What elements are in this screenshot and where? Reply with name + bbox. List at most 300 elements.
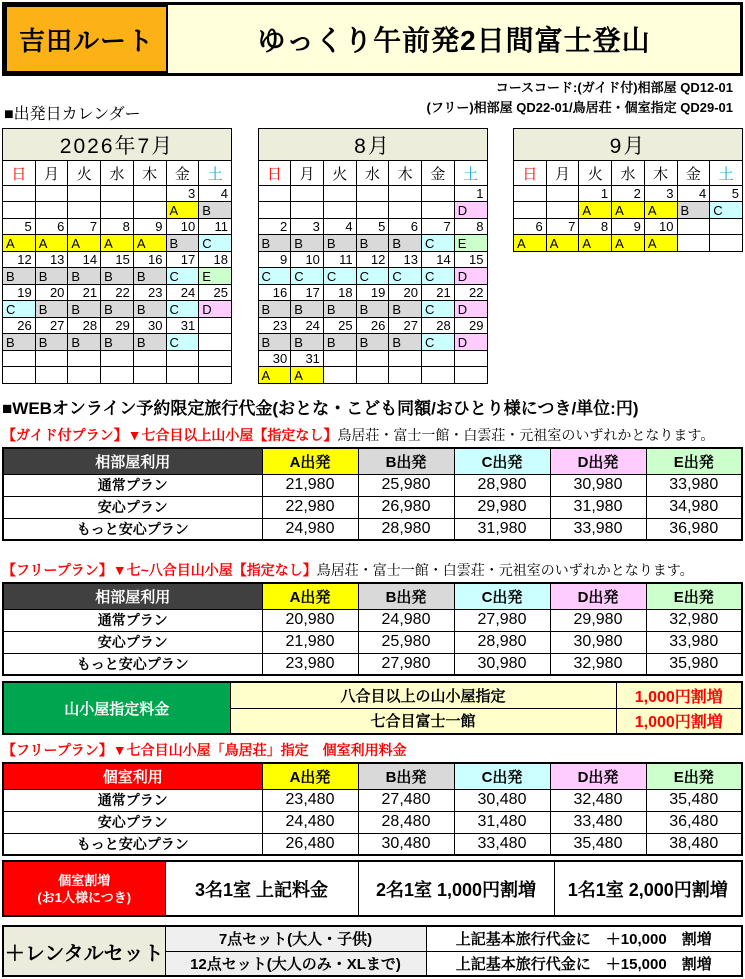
weekday-header: 土 (454, 161, 487, 186)
weekday-header: 月 (291, 161, 324, 186)
price-value: 30,980 (550, 631, 646, 653)
private-surcharge-table (2, 860, 743, 917)
calendar-departure-code (68, 202, 101, 219)
departure-column-header: A出発 (262, 448, 358, 474)
calendar-date: 12 (3, 252, 36, 268)
price-value: 24,980 (358, 609, 454, 631)
plan-row-label: 安心プラン (3, 811, 262, 833)
calendar-departure-code: B (101, 268, 134, 285)
price-value: 34,980 (646, 496, 742, 518)
calendar-date: 30 (133, 318, 166, 334)
calendar-departure-code (166, 367, 199, 384)
calendar-date (166, 351, 199, 367)
calendar-departure-code: B (101, 334, 134, 351)
price-value: 23,980 (262, 653, 358, 675)
plan-row-label: 通常プラン (3, 609, 262, 631)
calendar-date (68, 186, 101, 202)
calendar-date: 21 (422, 285, 455, 301)
weekday-header: 日 (3, 161, 36, 186)
calendar-departure-code: C (422, 334, 455, 351)
calendar-departure-code: B (389, 301, 422, 318)
calendar-date: 15 (454, 252, 487, 268)
header-banner (2, 2, 743, 76)
calendar-departure-code: B (356, 334, 389, 351)
price-value: 33,480 (454, 833, 550, 855)
calendar-departure-code: B (35, 334, 68, 351)
departure-column-header: D出発 (550, 583, 646, 609)
calendar-date: 13 (389, 252, 422, 268)
calendar-date: 11 (323, 252, 356, 268)
rental-set-label: ＋レンタルセット (3, 926, 165, 976)
departure-column-header: E出発 (646, 763, 742, 789)
calendar-departure-code: A (3, 235, 36, 252)
calendar-departure-code: A (612, 235, 645, 252)
calendar-date (389, 186, 422, 202)
calendar-departure-code: B (258, 235, 291, 252)
hut-fee-amount: 1,000円割増 (616, 708, 742, 734)
calendar-departure-code: C (356, 268, 389, 285)
calendar-date (389, 351, 422, 367)
calendar-departure-code (35, 367, 68, 384)
calendar-date: 11 (199, 219, 232, 235)
calendar-date: 14 (68, 252, 101, 268)
tour-title: ゆっくり午前発2日間富士登山 (168, 5, 740, 73)
calendar-departure-code (3, 367, 36, 384)
calendar-date: 15 (101, 252, 134, 268)
plan-label-free-black: 鳥居荘・富士一館・白雲荘・元祖室のいずれかとなります。 (316, 562, 694, 578)
calendar-departure-code: B (199, 202, 232, 219)
calendar-date: 28 (422, 318, 455, 334)
calendar-departure-code: B (68, 301, 101, 318)
hut-fee-table (2, 681, 743, 735)
calendar-month-title: 9月 (514, 129, 743, 161)
calendar-departure-code: C (291, 268, 324, 285)
hut-fee-name: 七合目富士一館 (230, 708, 616, 734)
calendar-departure-code: A (68, 235, 101, 252)
calendar-departure-code (101, 367, 134, 384)
calendar-departure-code: C (389, 268, 422, 285)
plan-label-free (2, 561, 743, 579)
plan-row-label: 通常プラン (3, 789, 262, 811)
weekday-header: 水 (101, 161, 134, 186)
calendar-departure-code (199, 367, 232, 384)
calendar-departure-code (356, 367, 389, 384)
calendar-row (2, 128, 743, 384)
private-surcharge-label (3, 861, 165, 916)
plan-label-guide-black: 鳥居荘・富士一館・白雲荘・元祖室のいずれかとなります。 (337, 427, 715, 443)
calendar-date (356, 351, 389, 367)
calendar-date: 30 (258, 351, 291, 367)
calendar-departure-code: C (166, 268, 199, 285)
calendar-date (3, 351, 36, 367)
calendar-departure-code: A (35, 235, 68, 252)
calendar-date: 4 (199, 186, 232, 202)
departure-column-header: E出発 (646, 583, 742, 609)
calendar-date: 26 (356, 318, 389, 334)
calendar-date: 1 (579, 186, 612, 202)
departure-column-header: C出発 (454, 448, 550, 474)
calendar-departure-code: A (101, 235, 134, 252)
calendar-date (454, 351, 487, 367)
plan-row-label: もっと安心プラン (3, 653, 262, 675)
calendar-date: 10 (644, 219, 677, 235)
plan-row-label: 通常プラン (3, 474, 262, 496)
calendar-departure-code: B (133, 268, 166, 285)
calendar-departure-code: E (199, 268, 232, 285)
calendar-month-title: 2026年7月 (3, 129, 232, 161)
calendar-date: 18 (199, 252, 232, 268)
calendar-august (258, 128, 488, 384)
calendar-departure-code: A (258, 367, 291, 384)
calendar-date: 27 (35, 318, 68, 334)
calendar-date (677, 219, 710, 235)
calendar-date: 25 (323, 318, 356, 334)
calendar-departure-code: A (546, 235, 579, 252)
calendar-date (356, 186, 389, 202)
calendar-departure-code (454, 367, 487, 384)
rental-set-table (2, 925, 743, 977)
calendar-departure-code: C (199, 235, 232, 252)
calendar-departure-code (323, 202, 356, 219)
weekday-header: 木 (133, 161, 166, 186)
calendar-departure-code: B (291, 334, 324, 351)
plan-label-private-red: 【フリープラン】▼七合目山小屋「鳥居荘」指定 個室利用料金 (2, 742, 407, 758)
calendar-date: 31 (291, 351, 324, 367)
calendar-departure-code (389, 202, 422, 219)
price-value: 33,980 (646, 474, 742, 496)
plan-row-label: 安心プラン (3, 496, 262, 518)
plan-label-guide (2, 426, 743, 444)
rental-set-name: 7点セット(大人・子供) (165, 926, 426, 951)
calendar-departure-code: B (133, 334, 166, 351)
calendar-date: 16 (258, 285, 291, 301)
private-surcharge-label-line1: 個室割増 (58, 872, 111, 888)
calendar-date (710, 219, 743, 235)
price-value: 33,980 (550, 518, 646, 540)
price-value: 36,480 (646, 811, 742, 833)
course-codes (427, 78, 733, 118)
calendar-date: 9 (612, 219, 645, 235)
weekday-header: 火 (323, 161, 356, 186)
calendar-date: 29 (454, 318, 487, 334)
surcharge-2pax: 2名1室 1,000円割増 (358, 861, 554, 916)
calendar-date (133, 186, 166, 202)
price-value: 28,980 (358, 518, 454, 540)
calendar-date (199, 351, 232, 367)
calendar-date: 26 (3, 318, 36, 334)
price-value: 25,980 (358, 631, 454, 653)
calendar-departure-code: B (258, 301, 291, 318)
calendar-departure-code: B (291, 301, 324, 318)
price-value: 27,980 (454, 609, 550, 631)
calendar-departure-code: C (3, 301, 36, 318)
calendar-departure-code (422, 367, 455, 384)
calendar-departure-code: B (356, 235, 389, 252)
departure-column-header: A出発 (262, 763, 358, 789)
calendar-departure-code (514, 202, 547, 219)
price-value: 28,480 (358, 811, 454, 833)
calendar-departure-code: A (291, 367, 324, 384)
calendar-date: 22 (454, 285, 487, 301)
calendar-date: 4 (323, 219, 356, 235)
calendar-departure-code: B (258, 334, 291, 351)
price-value: 30,480 (454, 789, 550, 811)
price-value: 32,980 (550, 653, 646, 675)
departure-column-header: C出発 (454, 763, 550, 789)
departure-column-header: E出発 (646, 448, 742, 474)
calendar-date: 7 (68, 219, 101, 235)
calendar-departure-code: B (389, 235, 422, 252)
price-table-corner: 相部屋利用 (3, 583, 262, 609)
plan-label-free-red: 【フリープラン】▼七~八合目山小屋【指定なし】 (2, 562, 317, 578)
calendar-departure-code (546, 202, 579, 219)
plan-row-label: もっと安心プラン (3, 833, 262, 855)
price-value: 24,980 (262, 518, 358, 540)
price-table-corner: 個室利用 (3, 763, 262, 789)
calendar-date: 22 (101, 285, 134, 301)
calendar-departure-code: B (68, 334, 101, 351)
calendar-date: 31 (166, 318, 199, 334)
price-value: 28,980 (454, 631, 550, 653)
price-value: 35,480 (646, 789, 742, 811)
weekday-header: 金 (166, 161, 199, 186)
calendar-date: 20 (389, 285, 422, 301)
price-value: 33,980 (646, 631, 742, 653)
price-table-free (2, 582, 743, 676)
calendar-departure-code: B (35, 268, 68, 285)
calendar-departure-code (291, 202, 324, 219)
calendar-departure-code: B (323, 235, 356, 252)
calendar-date: 13 (35, 252, 68, 268)
calendar-date: 29 (101, 318, 134, 334)
calendar-date: 2 (612, 186, 645, 202)
calendar-departure-code: C (166, 301, 199, 318)
calendar-date (422, 186, 455, 202)
calendar-date: 5 (356, 219, 389, 235)
calendar-departure-code: A (644, 235, 677, 252)
price-table-guide (2, 447, 743, 541)
weekday-header: 水 (612, 161, 645, 186)
departure-column-header: D出発 (550, 763, 646, 789)
plan-row-label: 安心プラン (3, 631, 262, 653)
calendar-date: 7 (422, 219, 455, 235)
calendar-date: 4 (677, 186, 710, 202)
price-value: 32,480 (550, 789, 646, 811)
calendar-departure-code: C (422, 235, 455, 252)
price-value: 36,980 (646, 518, 742, 540)
calendar-date: 6 (35, 219, 68, 235)
price-value: 22,980 (262, 496, 358, 518)
course-code-line2: (フリー)相部屋 QD22-01/鳥居荘・個室指定 QD29-01 (426, 100, 733, 115)
calendar-departure-code (422, 202, 455, 219)
calendar-departure-code: D (454, 202, 487, 219)
calendar-date: 16 (133, 252, 166, 268)
calendar-date: 8 (454, 219, 487, 235)
calendar-date (101, 351, 134, 367)
calendar-departure-code: A (166, 202, 199, 219)
calendar-date (133, 351, 166, 367)
calendar-departure-code: C (166, 334, 199, 351)
weekday-header: 土 (199, 161, 232, 186)
rental-set-price: 上記基本旅行代金に ＋15,000 割増 (426, 951, 742, 976)
price-value: 32,980 (646, 609, 742, 631)
surcharge-3pax: 3名1室 上記料金 (165, 861, 358, 916)
price-value: 29,980 (550, 609, 646, 631)
calendar-departure-code (133, 367, 166, 384)
calendar-date: 10 (166, 219, 199, 235)
rental-set-name: 12点セット(大人のみ・XLまで) (165, 951, 426, 976)
web-price-heading: ■WEBオンライン予約限定旅行代金(おとな・こども同額/おひとり様につき/単位:円) (2, 399, 639, 418)
calendar-departure-code: D (454, 334, 487, 351)
calendar-departure-code (389, 367, 422, 384)
price-value: 23,480 (262, 789, 358, 811)
calendar-departure-code: A (579, 202, 612, 219)
price-value: 38,480 (646, 833, 742, 855)
price-value: 30,980 (454, 653, 550, 675)
departure-column-header: A出発 (262, 583, 358, 609)
calendar-departure-code: B (35, 301, 68, 318)
calendar-date: 8 (101, 219, 134, 235)
calendar-departure-code: C (422, 301, 455, 318)
calendar-departure-code (258, 202, 291, 219)
price-value: 20,980 (262, 609, 358, 631)
plan-label-guide-red: 【ガイド付プラン】▼七合目以上山小屋【指定なし】 (2, 427, 338, 443)
calendar-date: 18 (323, 285, 356, 301)
calendar-departure-code: A (579, 235, 612, 252)
price-value: 31,480 (454, 811, 550, 833)
price-value: 29,980 (454, 496, 550, 518)
meta-row (2, 78, 743, 122)
calendar-date: 19 (356, 285, 389, 301)
calendar-departure-code (677, 235, 710, 252)
calendar-date (35, 351, 68, 367)
price-value: 25,980 (358, 474, 454, 496)
calendar-date: 28 (68, 318, 101, 334)
calendar-departure-code: B (3, 334, 36, 351)
calendar-departure-code: D (454, 268, 487, 285)
calendar-departure-code: B (356, 301, 389, 318)
weekday-header: 月 (546, 161, 579, 186)
weekday-header: 金 (677, 161, 710, 186)
calendar-date: 14 (422, 252, 455, 268)
calendar-date (3, 186, 36, 202)
calendar-date: 24 (166, 285, 199, 301)
calendar-departure-code: C (710, 202, 743, 219)
calendar-date: 9 (133, 219, 166, 235)
calendar-departure-code: B (3, 268, 36, 285)
calendar-departure-code: B (323, 334, 356, 351)
price-value: 26,480 (262, 833, 358, 855)
calendar-departure-code: B (133, 301, 166, 318)
calendar-departure-code: B (166, 235, 199, 252)
calendar-september (513, 128, 743, 252)
calendar-date (101, 186, 134, 202)
route-label: 吉田ルート (5, 5, 168, 73)
calendar-departure-code: B (68, 268, 101, 285)
price-value: 28,980 (454, 474, 550, 496)
departure-column-header: C出発 (454, 583, 550, 609)
price-table-private (2, 762, 743, 856)
calendar-departure-code (3, 202, 36, 219)
price-value: 26,980 (358, 496, 454, 518)
calendar-departure-code (323, 367, 356, 384)
calendar-date: 17 (291, 285, 324, 301)
calendar-departure-code: B (291, 235, 324, 252)
weekday-header: 金 (422, 161, 455, 186)
calendar-date (422, 351, 455, 367)
calendar-departure-code: C (422, 268, 455, 285)
price-value: 31,980 (454, 518, 550, 540)
calendar-date: 1 (454, 186, 487, 202)
price-value: 24,480 (262, 811, 358, 833)
calendar-departure-code: B (101, 301, 134, 318)
departure-column-header: B出発 (358, 583, 454, 609)
calendar-departure-code: D (454, 301, 487, 318)
price-value: 33,480 (550, 811, 646, 833)
price-value: 30,980 (550, 474, 646, 496)
price-value: 21,980 (262, 474, 358, 496)
calendar-date: 12 (356, 252, 389, 268)
calendar-departure-code: A (612, 202, 645, 219)
calendar-date: 24 (291, 318, 324, 334)
calendar-date (291, 186, 324, 202)
price-value: 27,980 (358, 653, 454, 675)
calendar-departure-code: D (199, 301, 232, 318)
calendar-date (35, 186, 68, 202)
calendar-section-heading: ■出発日カレンダー (4, 106, 141, 123)
weekday-header: 火 (579, 161, 612, 186)
calendar-date (546, 186, 579, 202)
calendar-departure-code: C (323, 268, 356, 285)
calendar-departure-code (133, 202, 166, 219)
calendar-departure-code: B (389, 334, 422, 351)
weekday-header: 土 (710, 161, 743, 186)
weekday-header: 月 (35, 161, 68, 186)
surcharge-1pax: 1名1室 2,000円割増 (554, 861, 742, 916)
calendar-date: 7 (546, 219, 579, 235)
calendar-date: 6 (514, 219, 547, 235)
calendar-date (323, 186, 356, 202)
departure-column-header: B出発 (358, 448, 454, 474)
calendar-departure-code (35, 202, 68, 219)
calendar-month-title: 8月 (258, 129, 487, 161)
price-table-corner: 相部屋利用 (3, 448, 262, 474)
calendar-date (514, 186, 547, 202)
hut-fee-name: 八合目以上の山小屋指定 (230, 682, 616, 708)
course-code-line1: コースコード:(ガイド付)相部屋 QD12-01 (495, 80, 733, 95)
private-surcharge-label-line2: (お1人様につき) (37, 889, 132, 905)
calendar-date: 23 (133, 285, 166, 301)
calendar-departure-code (101, 202, 134, 219)
price-value: 31,980 (550, 496, 646, 518)
price-value: 27,480 (358, 789, 454, 811)
calendar-departure-code (356, 202, 389, 219)
calendar-departure-code: A (644, 202, 677, 219)
calendar-date: 6 (389, 219, 422, 235)
calendar-date: 17 (166, 252, 199, 268)
calendar-departure-code (710, 235, 743, 252)
rental-set-price: 上記基本旅行代金に ＋10,000 割増 (426, 926, 742, 951)
calendar-departure-code (68, 367, 101, 384)
calendar-departure-code: A (514, 235, 547, 252)
weekday-header: 木 (389, 161, 422, 186)
calendar-date (323, 351, 356, 367)
calendar-departure-code: C (258, 268, 291, 285)
price-value: 35,980 (646, 653, 742, 675)
plan-label-private (2, 741, 743, 759)
weekday-header: 水 (356, 161, 389, 186)
hut-fee-label: 山小屋指定料金 (3, 682, 230, 734)
